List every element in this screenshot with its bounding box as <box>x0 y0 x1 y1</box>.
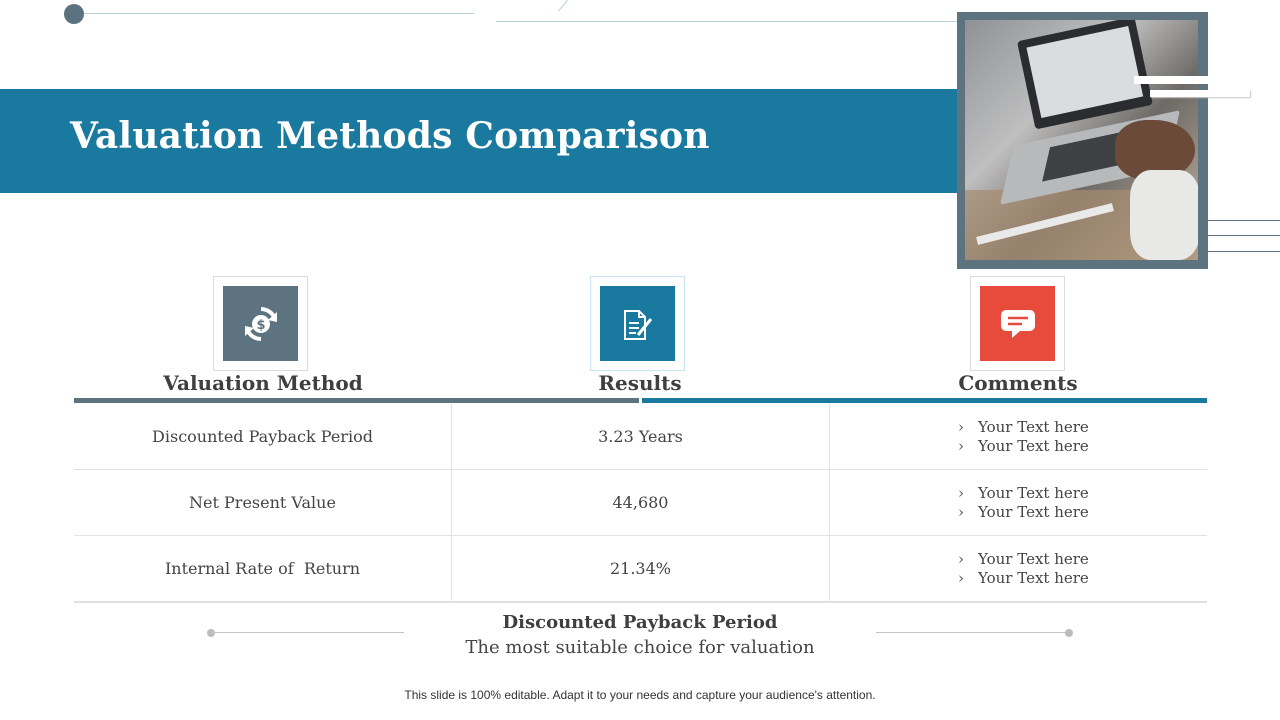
decorative-line <box>1208 235 1280 236</box>
chevron-right-icon: › <box>958 568 964 587</box>
decorative-dot <box>207 629 215 637</box>
decorative-bar <box>1150 90 1250 97</box>
document-edit-icon <box>600 286 675 361</box>
conclusion-subtitle: The most suitable choice for valuation <box>465 637 815 658</box>
decorative-dot <box>1065 629 1073 637</box>
comments-cell <box>829 536 1206 601</box>
column-header-comments: Comments <box>958 371 1078 395</box>
chat-bubbles-icon <box>980 286 1055 361</box>
decorative-line <box>876 632 1069 633</box>
chevron-right-icon: › <box>958 436 964 455</box>
method-cell: Discounted Payback Period <box>152 427 373 446</box>
comment-item <box>958 503 1089 522</box>
comment-text: Your Text here <box>978 549 1089 568</box>
result-cell: 3.23 Years <box>451 404 829 469</box>
result-cell: 21.34% <box>451 536 829 601</box>
column-header-valuation-method: Valuation Method <box>163 371 363 395</box>
table-row <box>74 536 1207 603</box>
laptop-photo <box>965 20 1198 260</box>
comments-cell <box>829 404 1206 469</box>
dollar-refresh-icon <box>223 286 298 361</box>
comment-item <box>958 418 1089 437</box>
table-row <box>74 470 1207 536</box>
decorative-bar <box>1134 76 1210 84</box>
chevron-right-icon: › <box>958 483 964 502</box>
comparison-table <box>74 404 1207 603</box>
decorative-line <box>211 632 404 633</box>
decorative-line <box>558 0 568 11</box>
comment-text: Your Text here <box>978 483 1089 502</box>
comment-text: Your Text here <box>978 568 1089 587</box>
photo-sleeve <box>1130 170 1198 260</box>
photo-laptop-screen <box>1017 20 1153 129</box>
method-cell: Internal Rate of Return <box>164 559 361 578</box>
result-cell: 44,680 <box>451 470 829 535</box>
comment-item <box>958 484 1089 503</box>
svg-text:$: $ <box>255 317 266 333</box>
header-rule <box>74 398 639 403</box>
chevron-right-icon: › <box>958 549 964 568</box>
comment-item <box>958 569 1089 588</box>
comments-tile <box>970 276 1065 371</box>
decorative-line <box>84 13 474 14</box>
header-rule <box>642 398 1207 403</box>
method-cell: Net Present Value <box>189 493 336 512</box>
comment-item <box>958 550 1089 569</box>
disclaimer-text: This slide is 100% editable. Adapt it to your needs and capture your audience's attention. <box>404 688 876 702</box>
comment-text: Your Text here <box>978 417 1089 436</box>
valuation-method-tile <box>213 276 308 371</box>
comments-cell <box>829 470 1206 535</box>
results-tile <box>590 276 685 371</box>
decorative-line <box>496 21 966 22</box>
comment-text: Your Text here <box>978 436 1089 455</box>
page-title: Valuation Methods Comparison <box>70 115 710 157</box>
decorative-line <box>1208 251 1280 252</box>
conclusion-title: Discounted Payback Period <box>502 612 778 633</box>
comment-text: Your Text here <box>978 502 1089 521</box>
chevron-right-icon: › <box>958 417 964 436</box>
table-row <box>74 404 1207 470</box>
comment-item <box>958 437 1089 456</box>
decorative-dot <box>64 4 84 24</box>
decorative-line <box>1208 220 1280 221</box>
chevron-right-icon: › <box>958 502 964 521</box>
photo-laptop-display <box>1026 26 1143 118</box>
column-header-results: Results <box>598 371 682 395</box>
